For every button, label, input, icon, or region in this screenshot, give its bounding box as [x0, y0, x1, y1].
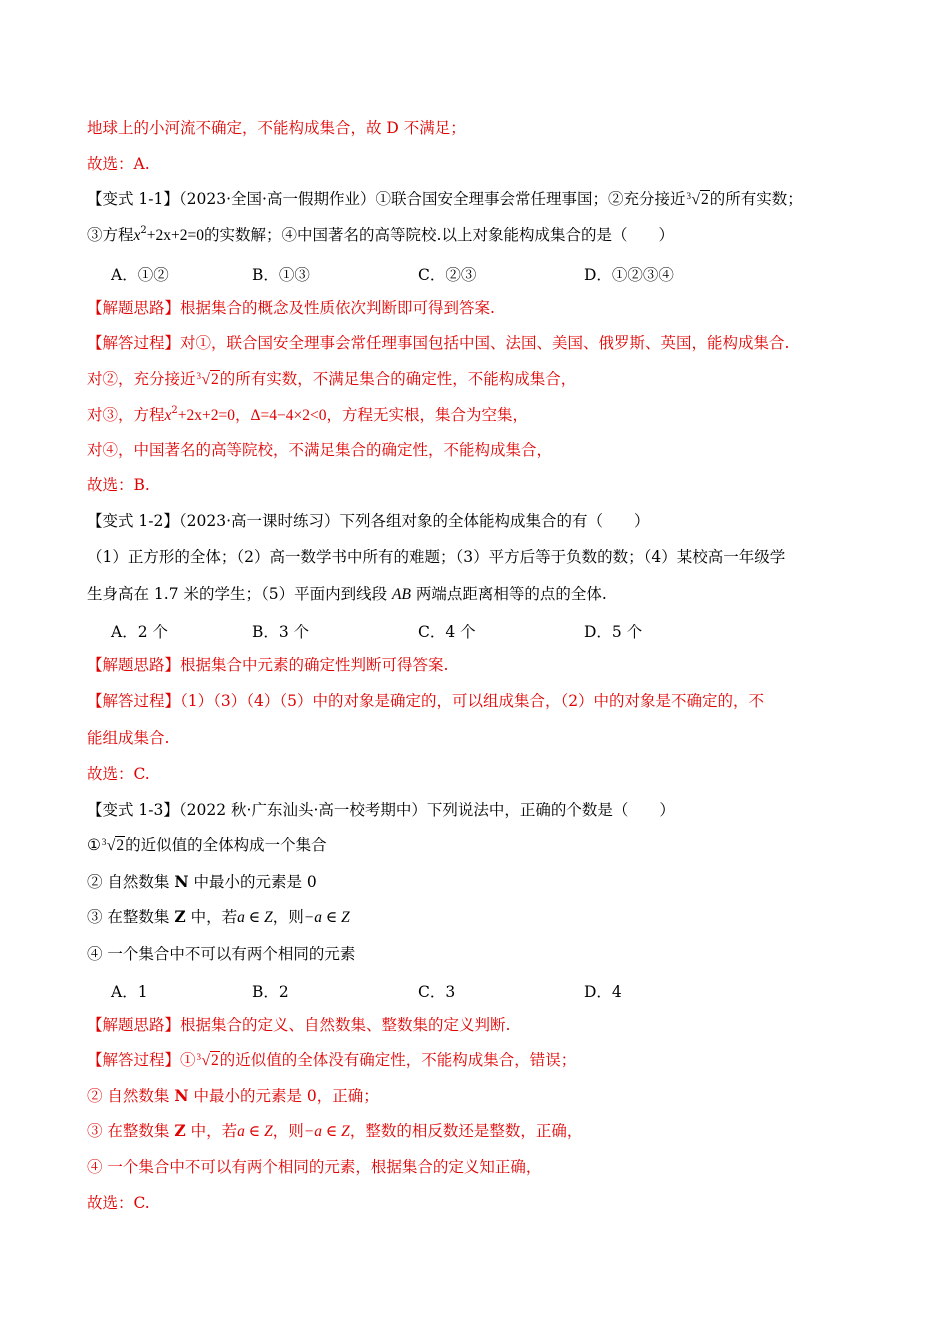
question-line: ③方程$x^2+2x+2=0$的实数解；④中国著名的高等院校.以上对象能构成集合的是（ ）	[87, 225, 674, 244]
solution-line: 能组成集合.	[87, 729, 170, 747]
question-heading: 【变式 1-1】（2023·全国·高一假期作业）①联合国安全理事会常任理事国；②充分接近 3 √2的所有实数；	[87, 190, 803, 208]
solution-line: ③ 在整数集 Z 中，若a ∈ Z，则−a ∈ Z，整数的相反数还是整数，正确，	[87, 1121, 583, 1140]
answer-line: 故选：A.	[87, 155, 150, 173]
solution-line: 对③，方程$x^2+2x+2=0$，Δ=4−4×2<0，方程无实根，集合为空集，	[87, 405, 528, 424]
option-b: B．①③	[252, 266, 310, 284]
option-a: A．①②	[111, 266, 169, 284]
question-line: 生身高在 1.7 米的学生；（5）平面内到线段 AB 两端点距离相等的点的全体.	[87, 585, 607, 603]
option-d: D．5 个	[584, 623, 643, 641]
question-line: （1）正方形的全体；（2）高一数学书中所有的难题；（3）平方后等于负数的数；（4）某校高一年级学	[87, 548, 786, 566]
question-heading: 【变式 1-2】（2023·高一课时练习）下列各组对象的全体能构成集合的有（ ）	[87, 512, 650, 530]
cube-root: 3 √2	[686, 191, 709, 208]
solution-process: 【解答过程】（1）（3）（4）（5）中的对象是确定的，可以组成集合，（2）中的对象是不确定的，不	[87, 692, 765, 710]
solution-process: 【解答过程】① 3 √2的近似值的全体没有确定性，不能构成集合，错误；	[87, 1051, 577, 1069]
option-c: C．②③	[418, 266, 477, 284]
statement-1: ① 3 √2的近似值的全体构成一个集合	[87, 836, 327, 854]
option-a: A．1	[111, 983, 148, 1001]
solution-process: 【解答过程】对①，联合国安全理事会常任理事国包括中国、法国、美国、俄罗斯、英国，能构成集合.	[87, 334, 790, 352]
solution-line: 对④，中国著名的高等院校，不满足集合的确定性，不能构成集合，	[87, 441, 553, 459]
answer-line: 故选：C.	[87, 765, 150, 783]
solution-line: ② 自然数集 N 中最小的元素是 0，正确；	[87, 1086, 379, 1105]
question-heading: 【变式 1-3】（2022 秋·广东汕头·高一校考期中）下列说法中，正确的个数是（ ）	[87, 801, 675, 819]
solution-idea: 【解题思路】根据集合的概念及性质依次判断即可得到答案.	[87, 299, 495, 317]
statement-3: ③ 在整数集 Z 中，若a ∈ Z，则−a ∈ Z	[87, 907, 350, 926]
option-b: B．2	[252, 983, 289, 1001]
option-b: B．3 个	[252, 623, 310, 641]
statement-4: ④ 一个集合中不可以有两个相同的元素	[87, 945, 356, 963]
option-d: D．4	[584, 983, 622, 1001]
solution-idea: 【解题思路】根据集合的定义、自然数集、整数集的定义判断.	[87, 1016, 511, 1034]
cube-root: 3 √2	[101, 837, 125, 854]
option-a: A．2 个	[111, 623, 168, 641]
answer-line: 故选：B.	[87, 476, 150, 494]
text-line: 地球上的小河流不确定，不能构成集合，故 D 不满足；	[87, 119, 466, 137]
cube-root: 3 √2	[196, 371, 219, 388]
solution-line: ④ 一个集合中不可以有两个相同的元素，根据集合的定义知正确，	[87, 1158, 542, 1176]
cube-root: 3 √2	[196, 1052, 219, 1069]
option-c: C．3	[418, 983, 456, 1001]
answer-line: 故选：C.	[87, 1194, 150, 1212]
solution-line: 对②，充分接近 3 √2的所有实数，不满足集合的确定性，不能构成集合，	[87, 370, 577, 388]
option-d: D．①②③④	[584, 266, 674, 284]
option-c: C．4 个	[418, 623, 476, 641]
statement-2: ② 自然数集 N 中最小的元素是 0	[87, 872, 317, 891]
solution-idea: 【解题思路】根据集合中元素的确定性判断可得答案.	[87, 656, 449, 674]
